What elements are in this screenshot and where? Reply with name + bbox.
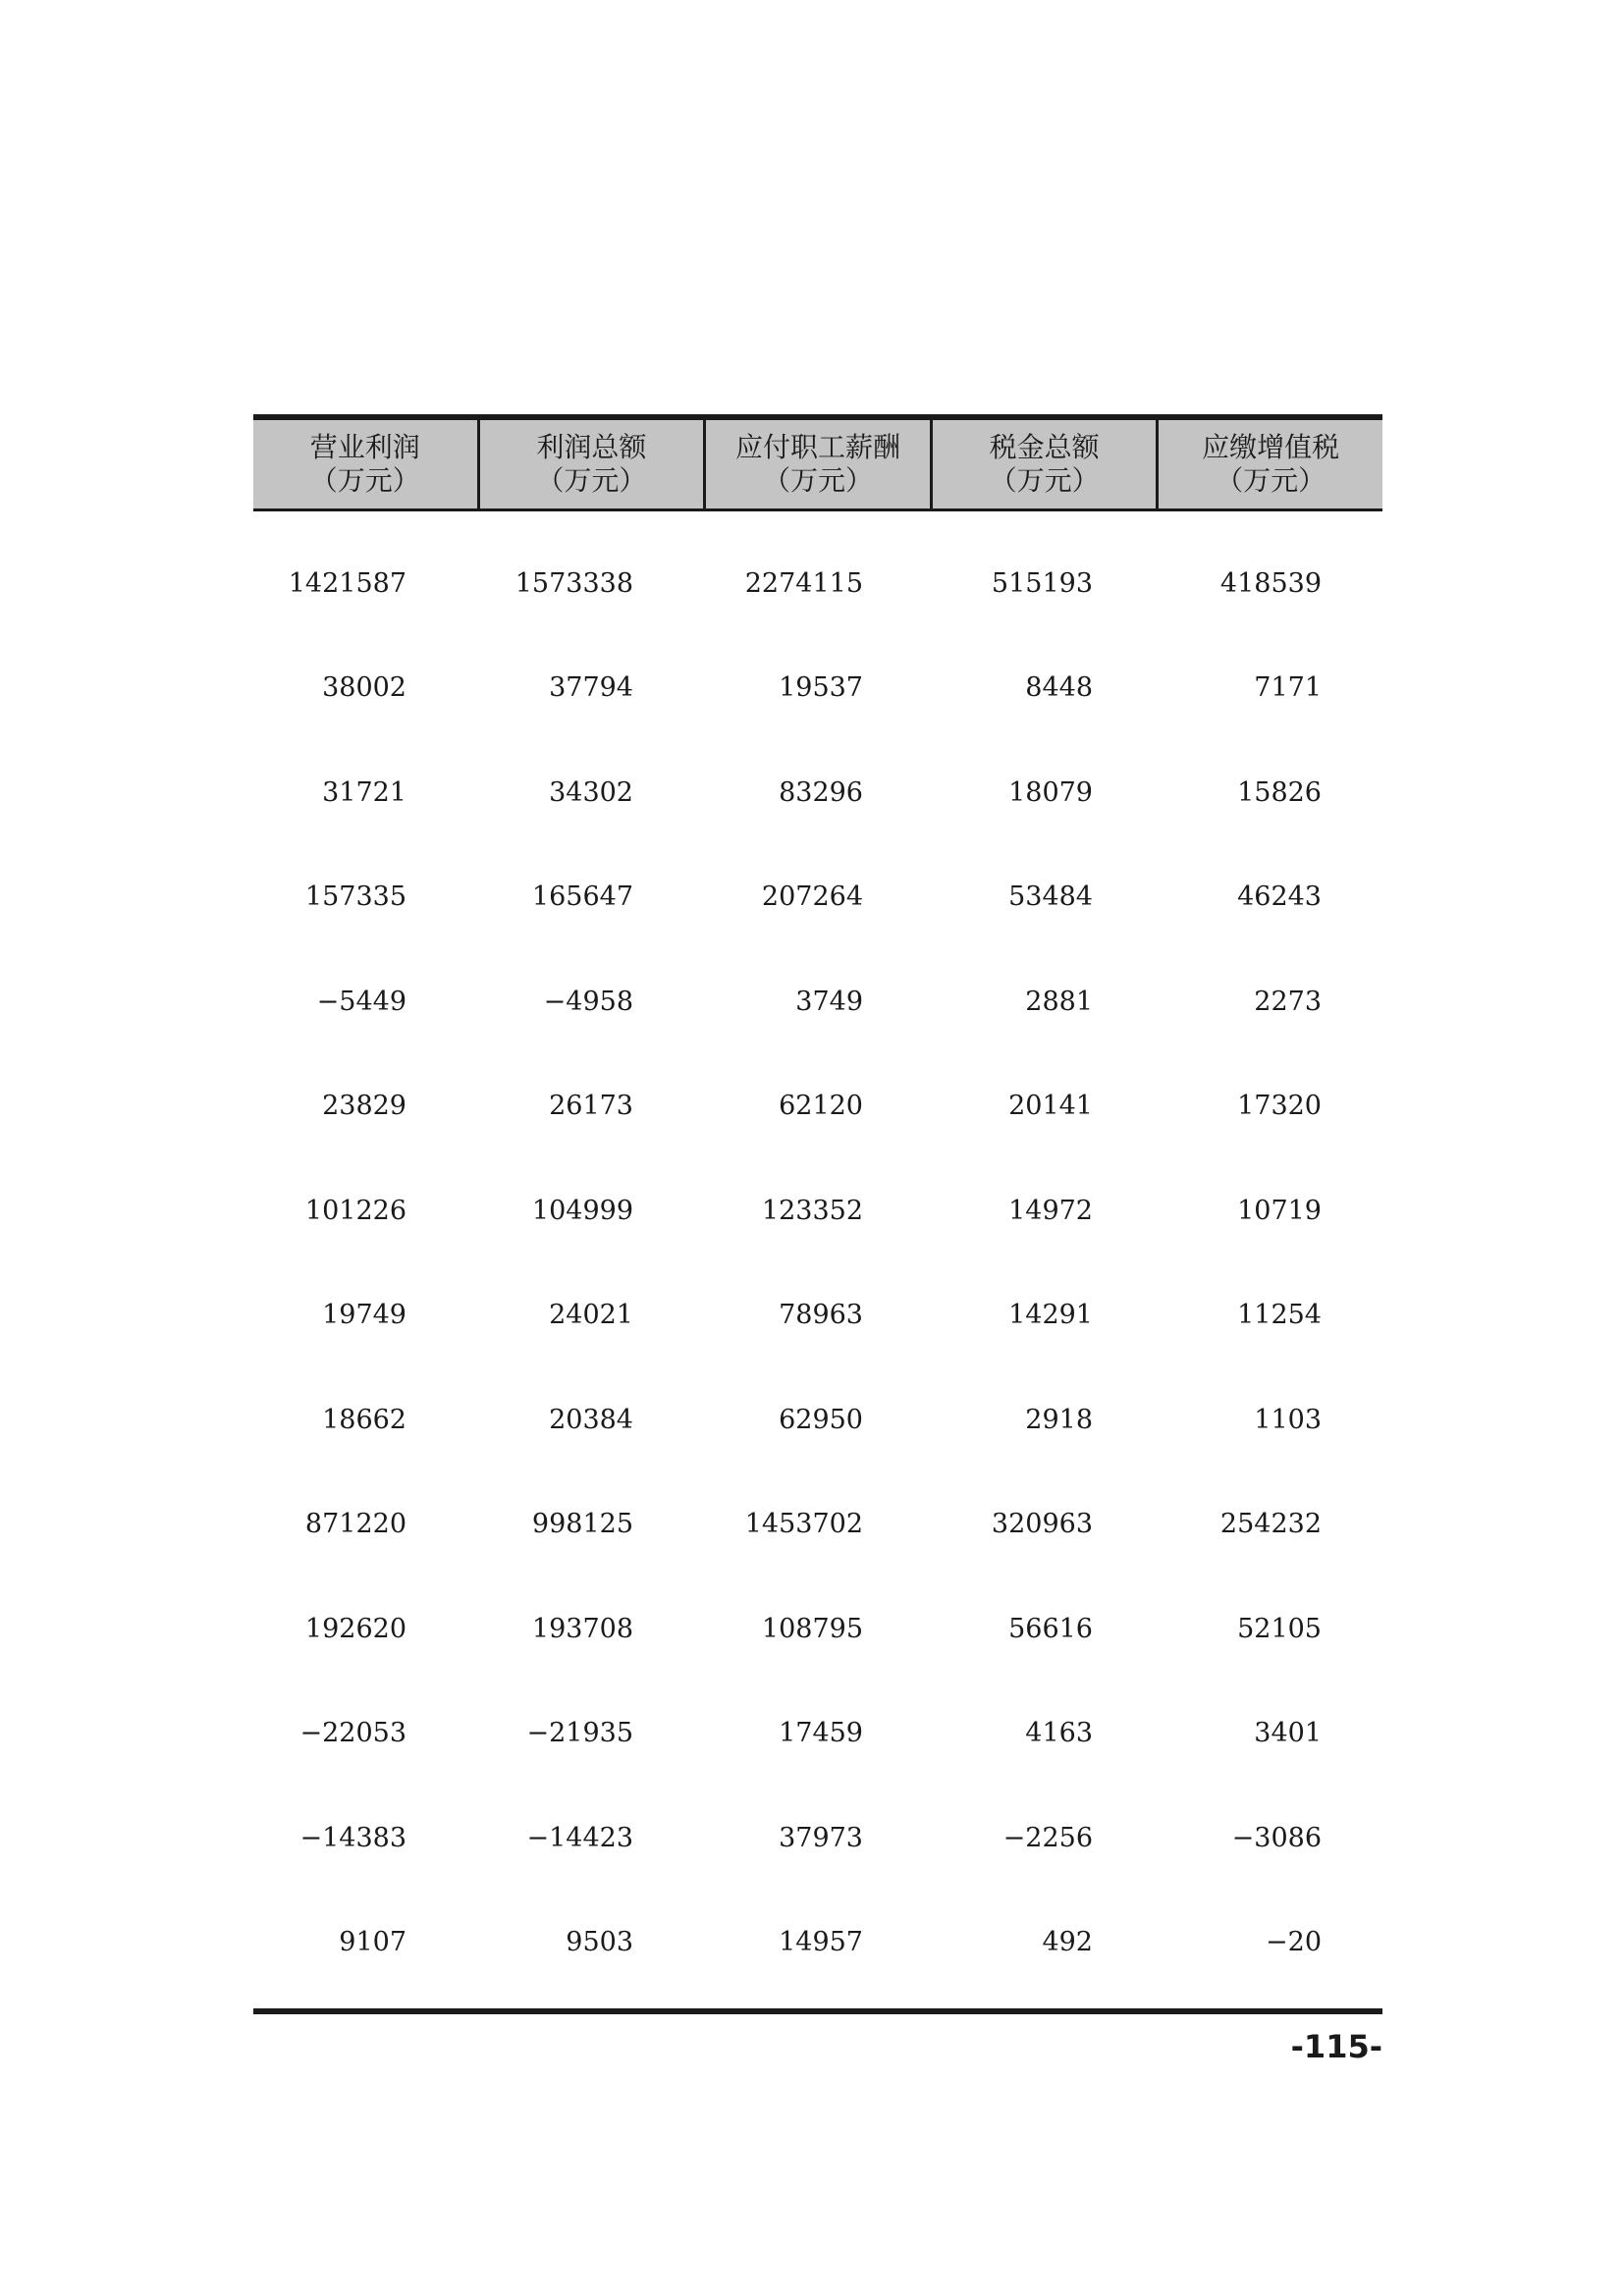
table-cell: 15826 bbox=[1237, 776, 1322, 808]
header-unit: （万元） bbox=[762, 464, 873, 497]
header-unit: （万元） bbox=[989, 464, 1100, 497]
table-cell: −4958 bbox=[543, 986, 633, 1017]
table-row bbox=[253, 1263, 1382, 1368]
table-cell: −5449 bbox=[316, 986, 406, 1017]
table-cell: 3749 bbox=[795, 986, 863, 1017]
table-cell: 871220 bbox=[304, 1509, 406, 1540]
table-cell: 14957 bbox=[779, 1927, 863, 1958]
table-cell: 20384 bbox=[549, 1404, 633, 1435]
header-vat-payable bbox=[1159, 420, 1382, 508]
table-cell: −14423 bbox=[526, 1822, 633, 1853]
table-cell: 998125 bbox=[531, 1509, 633, 1540]
table-cell: 157335 bbox=[304, 881, 406, 913]
table-cell: 26173 bbox=[549, 1091, 633, 1122]
table-row bbox=[253, 1472, 1382, 1577]
table-cell: 320963 bbox=[991, 1509, 1093, 1540]
table-cell: −3086 bbox=[1231, 1822, 1322, 1853]
table-cell: 418539 bbox=[1219, 567, 1322, 599]
table-cell: 37973 bbox=[779, 1822, 863, 1853]
table-cell: 17320 bbox=[1237, 1091, 1322, 1122]
table-header-row bbox=[253, 420, 1382, 511]
header-title: 应缴增值税 bbox=[1202, 431, 1340, 463]
table-cell: 165647 bbox=[531, 881, 633, 913]
header-total-tax bbox=[933, 420, 1160, 508]
table-cell: 207264 bbox=[761, 881, 863, 913]
table-cell: 19537 bbox=[779, 672, 863, 704]
header-unit: （万元） bbox=[1216, 464, 1326, 497]
table-row bbox=[253, 1367, 1382, 1472]
table-cell: 1103 bbox=[1254, 1404, 1322, 1435]
table-cell: 56616 bbox=[1008, 1613, 1093, 1644]
table-cell: 83296 bbox=[779, 776, 863, 808]
table-cell: 108795 bbox=[761, 1613, 863, 1644]
table-row bbox=[253, 1158, 1382, 1263]
table-cell: 492 bbox=[1042, 1927, 1093, 1958]
header-operating-profit bbox=[253, 420, 480, 508]
table-cell: 1573338 bbox=[514, 567, 633, 599]
table-cell: 515193 bbox=[991, 567, 1093, 599]
table-body bbox=[253, 511, 1382, 1995]
table-cell: 254232 bbox=[1219, 1509, 1322, 1540]
table-cell: 46243 bbox=[1237, 881, 1322, 913]
table-cell: 192620 bbox=[304, 1613, 406, 1644]
table-cell: 62950 bbox=[779, 1404, 863, 1435]
table-cell: 8448 bbox=[1025, 672, 1093, 704]
table-cell: 9503 bbox=[566, 1927, 633, 1958]
table-cell: 2274115 bbox=[744, 567, 863, 599]
table-cell: 1421587 bbox=[288, 567, 406, 599]
table-cell: −22053 bbox=[299, 1718, 406, 1749]
table-cell: 20141 bbox=[1008, 1091, 1093, 1122]
header-title: 应付职工薪酬 bbox=[734, 431, 900, 463]
table-cell: −2256 bbox=[1002, 1822, 1093, 1853]
header-title: 利润总额 bbox=[536, 431, 647, 463]
header-unit: （万元） bbox=[536, 464, 647, 497]
table-cell: 52105 bbox=[1237, 1613, 1322, 1644]
table-cell: 53484 bbox=[1008, 881, 1093, 913]
table-cell: 3401 bbox=[1254, 1718, 1322, 1749]
table-cell: 10719 bbox=[1237, 1195, 1322, 1226]
table-cell: 19749 bbox=[322, 1300, 406, 1331]
table-row bbox=[253, 1786, 1382, 1891]
table-row bbox=[253, 1891, 1382, 1996]
header-payroll-payable bbox=[706, 420, 933, 508]
header-total-profit bbox=[480, 420, 707, 508]
table-cell: 7171 bbox=[1254, 672, 1322, 704]
header-title: 税金总额 bbox=[989, 431, 1100, 463]
table-cell: 17459 bbox=[779, 1718, 863, 1749]
table-row bbox=[253, 1682, 1382, 1787]
table-cell: 31721 bbox=[322, 776, 406, 808]
table-row bbox=[253, 531, 1382, 636]
table-row bbox=[253, 949, 1382, 1054]
table-cell: 1453702 bbox=[744, 1509, 863, 1540]
table-row bbox=[253, 1054, 1382, 1159]
table-cell: −14383 bbox=[299, 1822, 406, 1853]
table-cell: 101226 bbox=[304, 1195, 406, 1226]
table-cell: 14291 bbox=[1008, 1300, 1093, 1331]
table-cell: 24021 bbox=[549, 1300, 633, 1331]
header-title: 营业利润 bbox=[309, 431, 420, 463]
table-row bbox=[253, 740, 1382, 845]
table-cell: 18079 bbox=[1008, 776, 1093, 808]
table-cell: 78963 bbox=[779, 1300, 863, 1331]
table-cell: 37794 bbox=[549, 672, 633, 704]
table-row bbox=[253, 1576, 1382, 1682]
table-cell: 193708 bbox=[531, 1613, 633, 1644]
table-cell: 104999 bbox=[531, 1195, 633, 1226]
table-row bbox=[253, 636, 1382, 741]
table-cell: 9107 bbox=[339, 1927, 406, 1958]
table-cell: 2881 bbox=[1025, 986, 1093, 1017]
table-cell: 123352 bbox=[761, 1195, 863, 1226]
table-cell: 34302 bbox=[549, 776, 633, 808]
page-number: -115- bbox=[1290, 2028, 1382, 2065]
header-unit: （万元） bbox=[309, 464, 420, 497]
table-cell: 4163 bbox=[1025, 1718, 1093, 1749]
table-cell: 38002 bbox=[322, 672, 406, 704]
table-cell: −21935 bbox=[526, 1718, 633, 1749]
table-cell: 2918 bbox=[1025, 1404, 1093, 1435]
table-cell: −20 bbox=[1266, 1927, 1322, 1958]
table-cell: 18662 bbox=[322, 1404, 406, 1435]
table-cell: 62120 bbox=[779, 1091, 863, 1122]
table-bottom-rule bbox=[253, 2008, 1382, 2014]
table-cell: 11254 bbox=[1237, 1300, 1322, 1331]
table-cell: 2273 bbox=[1254, 986, 1322, 1017]
table-row bbox=[253, 845, 1382, 950]
table-cell: 14972 bbox=[1008, 1195, 1093, 1226]
data-table bbox=[253, 414, 1382, 2014]
table-cell: 23829 bbox=[322, 1091, 406, 1122]
